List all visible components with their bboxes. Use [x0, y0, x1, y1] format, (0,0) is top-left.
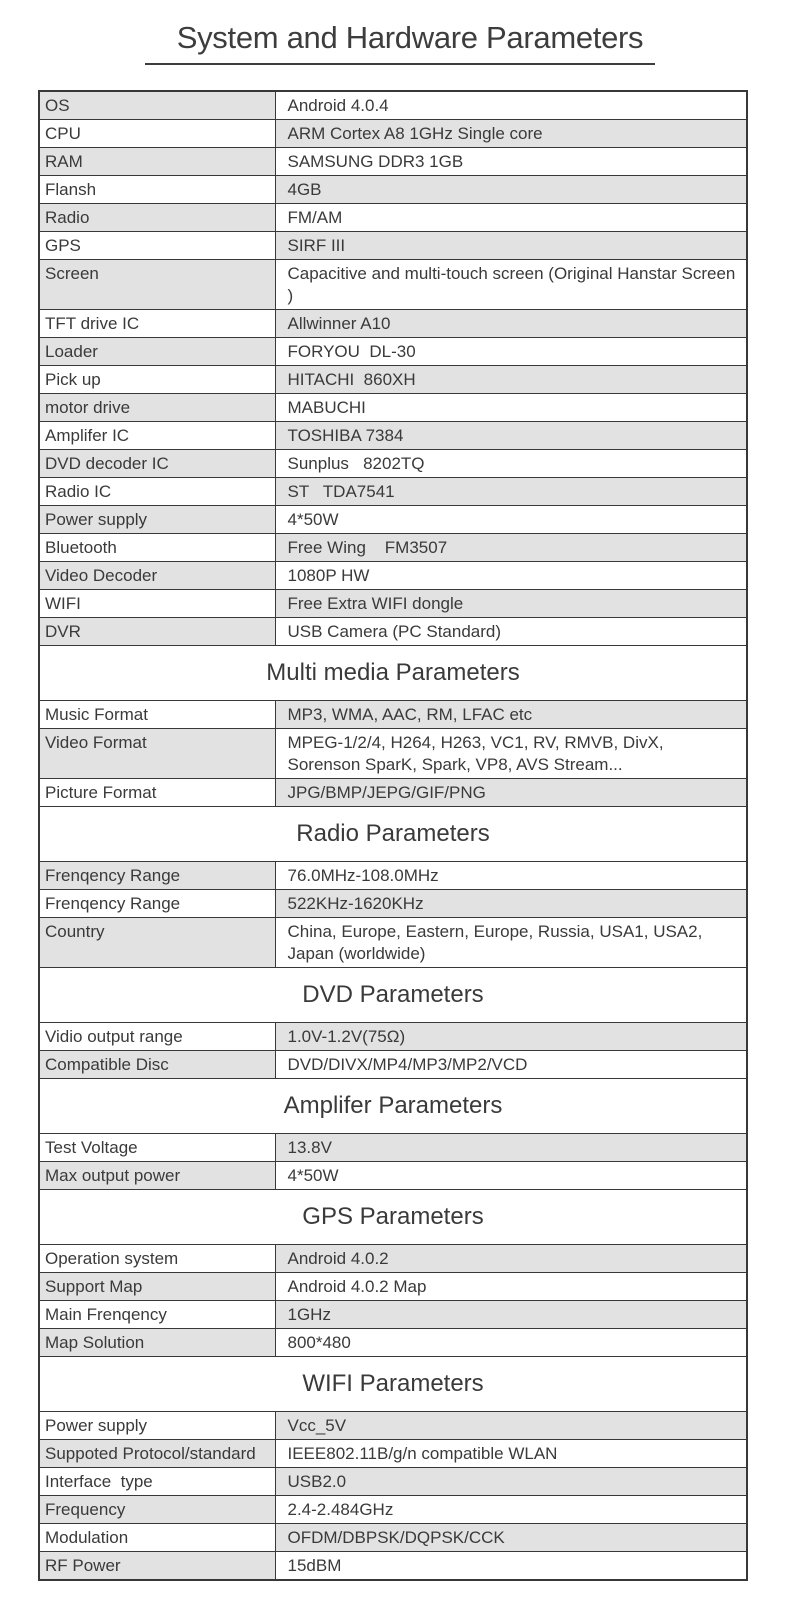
param-value: 76.0MHz-108.0MHz	[275, 862, 747, 890]
param-label: Main Frenqency	[39, 1301, 275, 1329]
table-row	[39, 729, 747, 779]
table-row	[39, 91, 747, 120]
param-value: 1GHz	[275, 1301, 747, 1329]
section-header: Radio Parameters	[39, 807, 747, 862]
spec-table-body	[39, 91, 747, 1580]
table-row	[39, 232, 747, 260]
param-label: Pick up	[39, 366, 275, 394]
param-label: motor drive	[39, 394, 275, 422]
param-label: GPS	[39, 232, 275, 260]
table-row	[39, 534, 747, 562]
param-value: JPG/BMP/JEPG/GIF/PNG	[275, 779, 747, 807]
param-value: USB2.0	[275, 1468, 747, 1496]
param-value: 4GB	[275, 176, 747, 204]
param-value: 15dBM	[275, 1552, 747, 1581]
param-value: Capacitive and multi-touch screen (Original Hanstar Screen )	[275, 260, 747, 310]
param-label: Music Format	[39, 701, 275, 729]
section-header: Multi media Parameters	[39, 646, 747, 701]
param-label: Amplifer IC	[39, 422, 275, 450]
page-title: System and Hardware Parameters	[145, 20, 656, 65]
param-value: China, Europe, Eastern, Europe, Russia, USA1, USA2, Japan (worldwide)	[275, 918, 747, 968]
param-label: Vidio output range	[39, 1023, 275, 1051]
param-label: Radio IC	[39, 478, 275, 506]
param-label: OS	[39, 91, 275, 120]
table-row	[39, 1273, 747, 1301]
section-header: Amplifer Parameters	[39, 1079, 747, 1134]
param-value: MABUCHI	[275, 394, 747, 422]
param-value: 1.0V-1.2V(75Ω)	[275, 1023, 747, 1051]
table-row	[39, 1134, 747, 1162]
table-row	[39, 1440, 747, 1468]
param-value: Allwinner A10	[275, 310, 747, 338]
param-value: IEEE802.11B/g/n compatible WLAN	[275, 1440, 747, 1468]
table-row	[39, 618, 747, 646]
title-block	[0, 20, 800, 65]
table-row	[39, 1162, 747, 1190]
table-row	[39, 1496, 747, 1524]
table-row	[39, 450, 747, 478]
table-row	[39, 1329, 747, 1357]
param-label: Modulation	[39, 1524, 275, 1552]
param-value: TOSHIBA 7384	[275, 422, 747, 450]
section-header: WIFI Parameters	[39, 1357, 747, 1412]
table-row	[39, 890, 747, 918]
param-label: TFT drive IC	[39, 310, 275, 338]
table-row	[39, 338, 747, 366]
param-label: Flansh	[39, 176, 275, 204]
param-value: DVD/DIVX/MP4/MP3/MP2/VCD	[275, 1051, 747, 1079]
param-value: Android 4.0.2	[275, 1245, 747, 1273]
table-row	[39, 1468, 747, 1496]
param-value: 2.4-2.484GHz	[275, 1496, 747, 1524]
param-label: Map Solution	[39, 1329, 275, 1357]
table-row	[39, 1301, 747, 1329]
table-row	[39, 1412, 747, 1440]
table-row	[39, 120, 747, 148]
param-value: 1080P HW	[275, 562, 747, 590]
param-value: SAMSUNG DDR3 1GB	[275, 148, 747, 176]
param-label: RF Power	[39, 1552, 275, 1581]
param-value: 800*480	[275, 1329, 747, 1357]
param-value: USB Camera (PC Standard)	[275, 618, 747, 646]
table-row	[39, 1552, 747, 1581]
param-value: Android 4.0.4	[275, 91, 747, 120]
param-value: ARM Cortex A8 1GHz Single core	[275, 120, 747, 148]
param-value: 13.8V	[275, 1134, 747, 1162]
param-value: Vcc_5V	[275, 1412, 747, 1440]
param-value: Free Wing FM3507	[275, 534, 747, 562]
table-row	[39, 506, 747, 534]
table-row	[39, 1051, 747, 1079]
table-row	[39, 562, 747, 590]
param-value: SIRF III	[275, 232, 747, 260]
section-header-row	[39, 1190, 747, 1245]
param-label: Interface type	[39, 1468, 275, 1496]
table-row	[39, 590, 747, 618]
table-row	[39, 310, 747, 338]
param-label: Frenqency Range	[39, 890, 275, 918]
param-label: WIFI	[39, 590, 275, 618]
section-header-row	[39, 968, 747, 1023]
table-row	[39, 422, 747, 450]
table-row	[39, 260, 747, 310]
param-label: Max output power	[39, 1162, 275, 1190]
param-label: Video Decoder	[39, 562, 275, 590]
param-label: Frenqency Range	[39, 862, 275, 890]
param-label: Loader	[39, 338, 275, 366]
param-value: 4*50W	[275, 1162, 747, 1190]
param-value: FM/AM	[275, 204, 747, 232]
param-label: Country	[39, 918, 275, 968]
param-label: Screen	[39, 260, 275, 310]
param-label: Bluetooth	[39, 534, 275, 562]
table-row	[39, 394, 747, 422]
param-label: Video Format	[39, 729, 275, 779]
param-label: Support Map	[39, 1273, 275, 1301]
section-header-row	[39, 807, 747, 862]
param-value: FORYOU DL-30	[275, 338, 747, 366]
table-row	[39, 1023, 747, 1051]
param-value: Free Extra WIFI dongle	[275, 590, 747, 618]
param-value: ST TDA7541	[275, 478, 747, 506]
param-label: CPU	[39, 120, 275, 148]
table-row	[39, 366, 747, 394]
param-label: Compatible Disc	[39, 1051, 275, 1079]
param-label: Frequency	[39, 1496, 275, 1524]
param-label: Radio	[39, 204, 275, 232]
param-label: Operation system	[39, 1245, 275, 1273]
param-value: 522KHz-1620KHz	[275, 890, 747, 918]
param-label: DVD decoder IC	[39, 450, 275, 478]
table-row	[39, 204, 747, 232]
spec-table	[38, 90, 748, 1581]
param-label: RAM	[39, 148, 275, 176]
section-header: DVD Parameters	[39, 968, 747, 1023]
param-label: Power supply	[39, 1412, 275, 1440]
table-row	[39, 701, 747, 729]
param-value: 4*50W	[275, 506, 747, 534]
param-label: DVR	[39, 618, 275, 646]
table-row	[39, 176, 747, 204]
param-value: HITACHI 860XH	[275, 366, 747, 394]
section-header-row	[39, 646, 747, 701]
param-value: MPEG-1/2/4, H264, H263, VC1, RV, RMVB, DivX, Sorenson SparK, Spark, VP8, AVS Stream...	[275, 729, 747, 779]
page	[0, 20, 800, 1613]
table-row	[39, 862, 747, 890]
table-row	[39, 918, 747, 968]
table-row	[39, 779, 747, 807]
table-row	[39, 1524, 747, 1552]
table-row	[39, 148, 747, 176]
table-row	[39, 478, 747, 506]
table-row	[39, 1245, 747, 1273]
param-value: MP3, WMA, AAC, RM, LFAC etc	[275, 701, 747, 729]
param-label: Power supply	[39, 506, 275, 534]
param-value: Sunplus 8202TQ	[275, 450, 747, 478]
section-header: GPS Parameters	[39, 1190, 747, 1245]
param-label: Suppoted Protocol/standard	[39, 1440, 275, 1468]
param-label: Picture Format	[39, 779, 275, 807]
param-value: Android 4.0.2 Map	[275, 1273, 747, 1301]
param-label: Test Voltage	[39, 1134, 275, 1162]
section-header-row	[39, 1079, 747, 1134]
param-value: OFDM/DBPSK/DQPSK/CCK	[275, 1524, 747, 1552]
section-header-row	[39, 1357, 747, 1412]
